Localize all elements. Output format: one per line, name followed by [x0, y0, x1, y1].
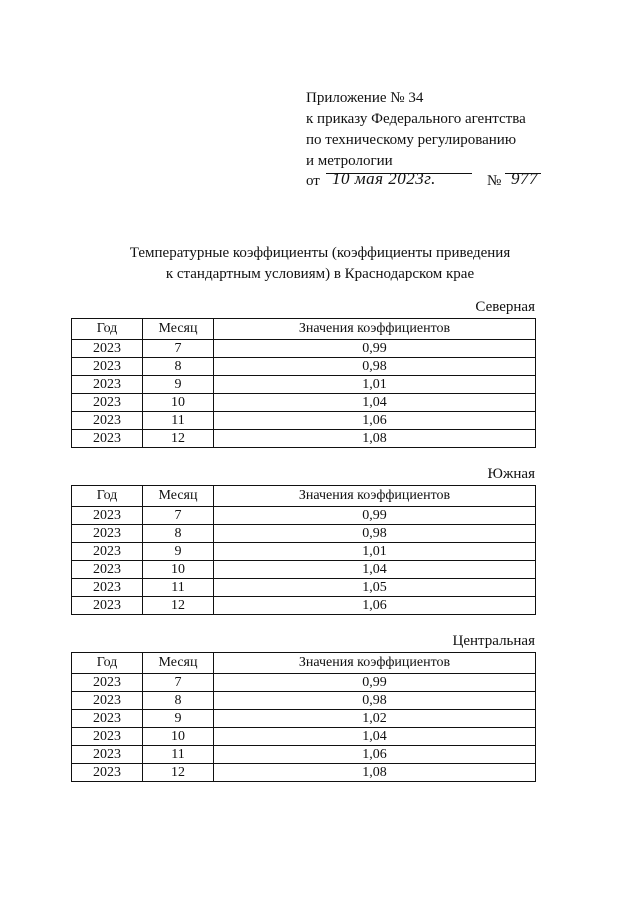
value-cell: 1,04 — [214, 561, 536, 579]
value-cell: 0,99 — [214, 674, 536, 692]
year-cell: 2023 — [72, 710, 143, 728]
table-row — [72, 376, 536, 394]
table-row — [72, 579, 536, 597]
value-cell: 0,99 — [214, 340, 536, 358]
year-cell: 2023 — [72, 746, 143, 764]
value-cell: 0,99 — [214, 507, 536, 525]
region-label: Южная — [487, 466, 535, 482]
month-cell: 9 — [143, 543, 214, 561]
title-line: к стандартным условиям) в Краснодарском крае — [165, 266, 475, 282]
year-cell: 2023 — [72, 674, 143, 692]
order-date-line — [306, 169, 546, 195]
table-row — [72, 597, 536, 615]
month-cell: 7 — [143, 507, 214, 525]
year-cell: 2023 — [72, 376, 143, 394]
appendix-line: и метрологии — [306, 153, 393, 169]
month-cell: 8 — [143, 692, 214, 710]
value-cell: 1,06 — [214, 412, 536, 430]
table-header-row — [72, 319, 536, 340]
table-header-row — [72, 486, 536, 507]
appendix-header — [306, 88, 526, 172]
year-cell: 2023 — [72, 507, 143, 525]
table-row — [72, 746, 536, 764]
month-header: Месяц — [143, 653, 214, 674]
year-cell: 2023 — [72, 764, 143, 782]
from-label: от — [306, 173, 320, 189]
table-row — [72, 561, 536, 579]
year-cell: 2023 — [72, 692, 143, 710]
coefficient-table — [71, 485, 536, 615]
year-header: Год — [72, 486, 143, 507]
year-cell: 2023 — [72, 561, 143, 579]
year-cell: 2023 — [72, 543, 143, 561]
value-cell: 1,08 — [214, 764, 536, 782]
year-cell: 2023 — [72, 579, 143, 597]
value-cell: 1,06 — [214, 746, 536, 764]
month-cell: 9 — [143, 376, 214, 394]
number-label: № — [487, 173, 502, 189]
table-row — [72, 430, 536, 448]
year-cell: 2023 — [72, 340, 143, 358]
value-cell: 1,01 — [214, 543, 536, 561]
table-row — [72, 525, 536, 543]
coefficient-table — [71, 652, 536, 782]
table-row — [72, 394, 536, 412]
year-header: Год — [72, 319, 143, 340]
table-row — [72, 692, 536, 710]
month-cell: 12 — [143, 764, 214, 782]
month-cell: 7 — [143, 340, 214, 358]
coefficient-table — [71, 318, 536, 448]
value-cell: 1,06 — [214, 597, 536, 615]
table-header-row — [72, 653, 536, 674]
year-cell: 2023 — [72, 430, 143, 448]
month-cell: 12 — [143, 597, 214, 615]
month-cell: 11 — [143, 579, 214, 597]
month-cell: 12 — [143, 430, 214, 448]
month-header: Месяц — [143, 486, 214, 507]
month-cell: 7 — [143, 674, 214, 692]
table-row — [72, 764, 536, 782]
year-cell: 2023 — [72, 597, 143, 615]
month-cell: 9 — [143, 710, 214, 728]
appendix-line: Приложение № 34 — [306, 90, 424, 106]
appendix-line: по техническому регулированию — [306, 132, 517, 148]
table-row — [72, 728, 536, 746]
table-row — [72, 543, 536, 561]
value-cell: 0,98 — [214, 692, 536, 710]
values-header: Значения коэффициентов — [214, 486, 536, 507]
year-cell: 2023 — [72, 412, 143, 430]
month-cell: 11 — [143, 746, 214, 764]
table-row — [72, 412, 536, 430]
year-cell: 2023 — [72, 728, 143, 746]
title-line: Температурные коэффициенты (коэффициенты приведения — [129, 245, 511, 261]
month-header: Месяц — [143, 319, 214, 340]
year-cell: 2023 — [72, 358, 143, 376]
value-cell: 0,98 — [214, 525, 536, 543]
handwritten-number: 977 — [511, 169, 538, 188]
year-cell: 2023 — [72, 525, 143, 543]
year-cell: 2023 — [72, 394, 143, 412]
value-cell: 0,98 — [214, 358, 536, 376]
value-cell: 1,05 — [214, 579, 536, 597]
month-cell: 10 — [143, 561, 214, 579]
value-cell: 1,08 — [214, 430, 536, 448]
table-row — [72, 507, 536, 525]
table-row — [72, 674, 536, 692]
region-label: Северная — [475, 299, 535, 315]
month-cell: 10 — [143, 394, 214, 412]
table-row — [72, 358, 536, 376]
table-row — [72, 710, 536, 728]
document-title — [0, 243, 640, 285]
value-cell: 1,04 — [214, 728, 536, 746]
region-label: Центральная — [452, 633, 535, 649]
appendix-line: к приказу Федерального агентства — [306, 111, 526, 127]
month-cell: 11 — [143, 412, 214, 430]
table-row — [72, 340, 536, 358]
value-cell: 1,01 — [214, 376, 536, 394]
year-header: Год — [72, 653, 143, 674]
month-cell: 8 — [143, 525, 214, 543]
month-cell: 10 — [143, 728, 214, 746]
value-cell: 1,02 — [214, 710, 536, 728]
values-header: Значения коэффициентов — [214, 653, 536, 674]
value-cell: 1,04 — [214, 394, 536, 412]
month-cell: 8 — [143, 358, 214, 376]
values-header: Значения коэффициентов — [214, 319, 536, 340]
handwritten-date: 10 мая 2023г. — [332, 169, 436, 188]
